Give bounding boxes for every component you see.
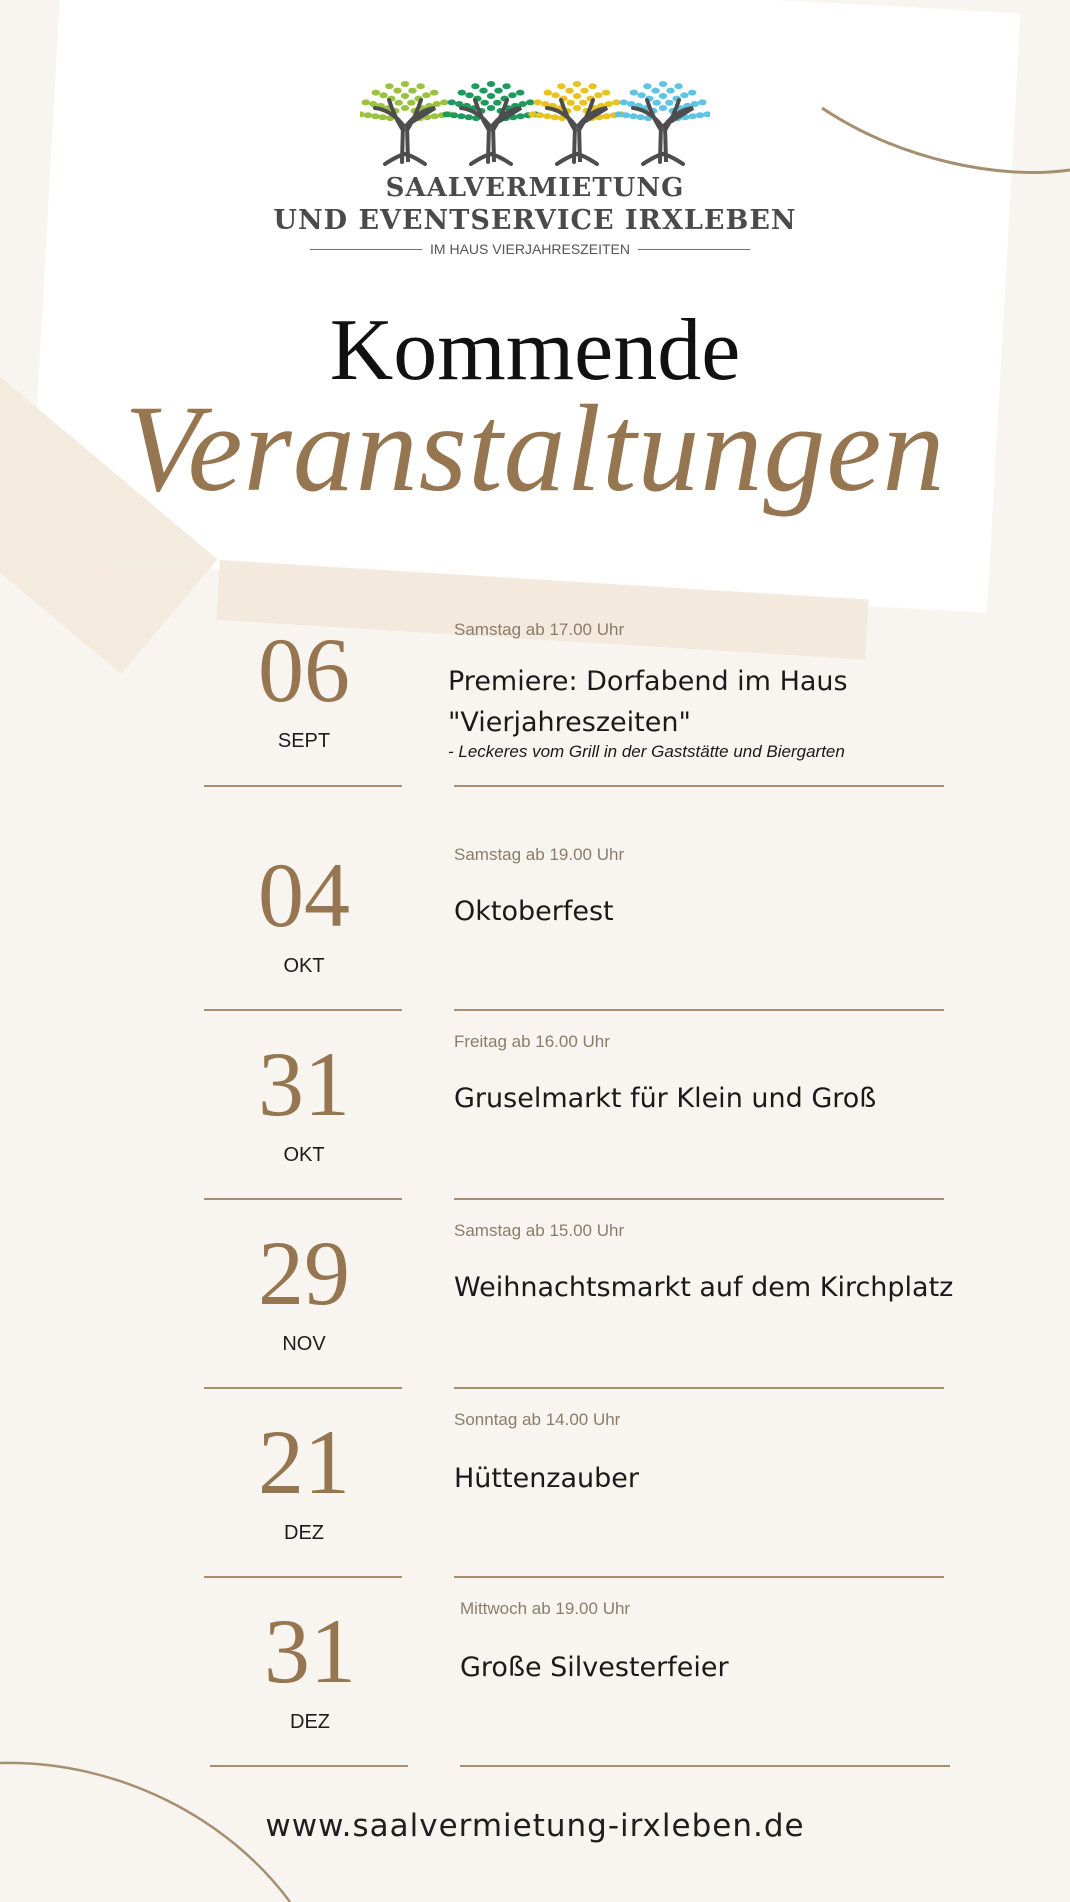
event-divider-right [454, 1198, 944, 1200]
event-month: OKT [283, 955, 325, 977]
event-divider-right [454, 1009, 944, 1011]
event-title: Gruselmarkt für Klein und Groß [454, 1083, 877, 1114]
event-time: Sonntag ab 14.00 Uhr [454, 1410, 621, 1429]
event-month: SEPT [277, 730, 331, 752]
event-divider-left [204, 1576, 402, 1578]
event-day: 21 [258, 1411, 350, 1513]
event-time: Freitag ab 16.00 Uhr [454, 1032, 610, 1051]
logo-trees-icon [360, 70, 710, 170]
heading-kommende: Kommende [329, 302, 741, 399]
event-month: OKT [283, 1144, 325, 1166]
event-day: 31 [258, 1033, 350, 1135]
event-divider-right [460, 1765, 950, 1767]
event-title: Premiere: Dorfabend im Haus "Vierjahreszeiten" [448, 666, 848, 738]
logo-tree-icon [614, 81, 710, 164]
event-time: Samstag ab 15.00 Uhr [454, 1221, 625, 1240]
event-time: Samstag ab 19.00 Uhr [454, 845, 625, 864]
event-time: Samstag ab 17.00 Uhr [454, 620, 625, 639]
event-day: 06 [258, 619, 350, 721]
event-title: Weihnachtsmarkt auf dem Kirchplatz [454, 1272, 954, 1303]
event-title: Oktoberfest [454, 896, 614, 927]
event-divider-right [454, 785, 944, 787]
logo-tree-icon [442, 81, 539, 164]
event-divider-left [204, 785, 402, 787]
event-note: - Leckeres vom Grill in der Gaststätte und Biergarten [448, 742, 845, 761]
event-divider-left [210, 1765, 408, 1767]
logo-tree-icon [528, 81, 625, 164]
event-month: DEZ [290, 1711, 330, 1733]
event-month: DEZ [284, 1522, 324, 1544]
heading-veranstaltungen: Veranstaltungen [124, 380, 946, 517]
event-title: Große Silvesterfeier [460, 1652, 729, 1683]
brand-subtitle-rule-left [310, 249, 422, 250]
brand-name-line1: SAALVERMIETUNG [385, 173, 685, 203]
event-divider-right [454, 1576, 944, 1578]
logo-tree-icon [360, 81, 454, 164]
event-time: Mittwoch ab 19.00 Uhr [460, 1599, 631, 1618]
event-divider-left [204, 1387, 402, 1389]
event-title: Hüttenzauber [454, 1463, 639, 1494]
event-divider-left [204, 1198, 402, 1200]
website-link[interactable]: www.saalvermietung-irxleben.de [265, 1808, 805, 1844]
brand-subtitle-rule-right [638, 249, 750, 250]
event-day: 04 [258, 844, 350, 946]
brand-name-line2: UND EVENTSERVICE IRXLEBEN [273, 205, 797, 236]
event-divider-left [204, 1009, 402, 1011]
event-month: NOV [282, 1333, 326, 1355]
event-day: 31 [264, 1600, 356, 1702]
event-divider-right [454, 1387, 944, 1389]
brand-subtitle-text: IM HAUS VIERJAHRESZEITEN [430, 241, 630, 257]
event-day: 29 [258, 1222, 350, 1324]
brand-subtitle [310, 240, 750, 258]
